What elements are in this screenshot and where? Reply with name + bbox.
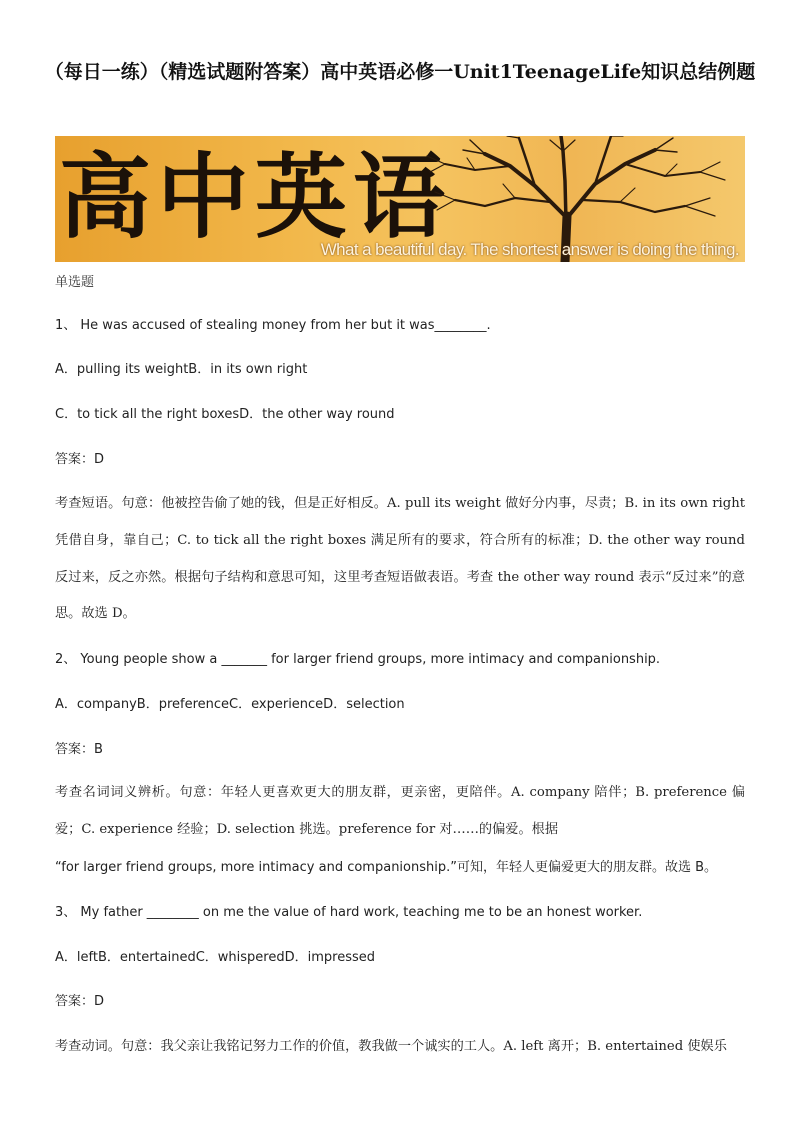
question-2-explanation (55, 775, 745, 849)
document-title: （每日一练）（精选试题附答案）高中英语必修一Unit1TeenageLife知识总结例题 (44, 61, 756, 83)
question-3-explanation (55, 1029, 745, 1066)
question-2-explanation-text: 考查名词词义辨析。句意：年轻人更喜欢更大的朋友群，更亲密，更陪伴。A. company 陪伴；B. preference 偏爱；C. experience 经验；D. selection 挑选。preference for 对……的偏爱。根据 (55, 785, 745, 837)
question-1-options-line-1: A．pulling its weightB．in its own right (55, 362, 308, 377)
banner-title: 高中英语 (59, 143, 452, 251)
question-1-answer: 答案：D (55, 452, 105, 467)
question-3-options: A．leftB．entertainedC．whisperedD．impressed (55, 950, 375, 965)
question-2-explanation-tail: “for larger friend groups, more intimacy and companionship.”可知，年轻人更偏爱更大的朋友群。故选 B。 (55, 860, 718, 875)
question-2-answer: 答案：B (55, 742, 103, 757)
question-3-stem: 3、 My father ________ on me the value of hard work, teaching me to be an honest worker. (55, 905, 643, 920)
section-label: 单选题 (55, 275, 95, 290)
banner-motto: What a beautiful day. The shortest answer is doing the thing. (320, 240, 739, 259)
question-3-answer: 答案：D (55, 994, 105, 1009)
question-1-explanation (55, 486, 745, 633)
question-2-options: A．companyB．preferenceC．experienceD．selection (55, 697, 405, 712)
question-1-options-line-2: C．to tick all the right boxesD．the other way round (55, 407, 395, 422)
question-1-explanation-text: 考查短语。句意：他被控告偷了她的钱，但是正好相反。A. pull its weight 做好分内事，尽责；B. in its own right 凭借自身，靠自己；C. to tick all the right boxes 满足所有的要求，符合所有的标准；D. the other way round 反过来，反之亦然。根据句子结构和意思可知，这里考查短语做表语。考查 the other way round 表示“反过来”的意思。故选 D。 (55, 496, 745, 622)
header-banner (55, 136, 745, 262)
question-2-stem: 2、 Young people show a _______ for larger friend groups, more intimacy and companionship. (55, 652, 661, 667)
question-1-stem: 1、 He was accused of stealing money from her but it was________. (55, 318, 491, 333)
question-3-explanation-text: 考查动词。句意：我父亲让我铭记努力工作的价值，教我做一个诚实的工人。A. left 离开；B. entertained 使娱乐 (55, 1039, 727, 1054)
